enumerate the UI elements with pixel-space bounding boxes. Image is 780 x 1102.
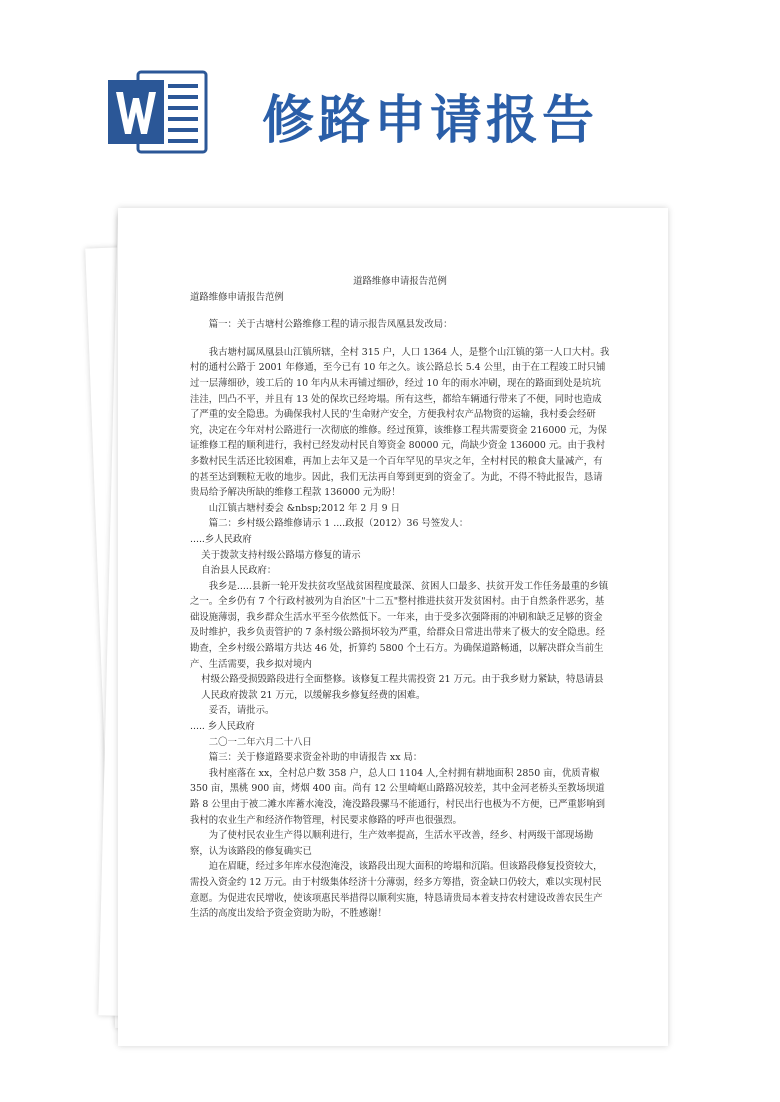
section-3-body-2: 为了使村民农业生产得以顺利进行，生产效率提高，生活水平改善，经乡、村两级干部现场勘察，认为该路段的修复确实已 — [190, 830, 594, 857]
section-2-heading: 篇二：乡村级公路维修请示 1 ....政报（2012）36 号签发人： — [208, 518, 469, 530]
section-2-request: 妥否，请批示。 — [208, 705, 275, 717]
section-3-heading: 篇三：关于修道路要求资金补助的申请报告 xx 局： — [208, 752, 423, 764]
document-subheading: 道路维修申请报告范例 — [190, 291, 284, 303]
section-2-date: 二〇一二年六月二十八日 — [208, 736, 312, 748]
section-2-issuer: .....乡人民政府 — [190, 533, 252, 545]
section-1-heading: 篇一：关于古塘村公路维修工程的请示报告凤凰县发改局： — [208, 319, 453, 331]
document-heading: 道路维修申请报告范例 — [353, 276, 447, 287]
section-2-title: 关于拨款支持村级公路塌方修复的请示 — [201, 549, 361, 561]
section-3-body: 我村座落在 xx，全村总户数 358 户，总人口 1104 人,全村拥有耕地面积 2850 亩，优质青椒 350 亩，黑桃 900 亩，烤烟 400 亩。尚有 12 公里崎岖山路路况较差，其中金河老桥头至教场坝道路 8 公里由于被二滩水库蓄水淹没，淹没路段骡马不能通行，村民出行也极为不方便，已严重影响到我村的农业生产和经济作物管理，村民要求修路的呼声也很强烈。 — [190, 767, 606, 826]
section-2-body: 我乡是.....县新一轮开发扶贫攻坚战贫困程度最深、贫困人口最多、扶贫开发工作任务最重的乡镇之一。全乡仍有 7 个行政村被列为自治区"十二五"整村推进扶贫开发贫困村。由于自然条件恶劣，基础设施薄弱，我乡群众生活水平至今依然低下。一年来，由于受多次强降雨的冲刷和缺乏足够的资金及时维护，我乡负责管护的 7 条村级公路损坏较为严重，给群众日常进出带来了极大的安全隐患。经勘查，全乡村级公路塌方共达 46 处，折算约 5800 个土石方。为确保道路畅通，以解决群众当前生产、生活需要，我乡拟对境内 — [190, 580, 609, 670]
section-2-addressee: 自治县人民政府： — [201, 565, 277, 577]
section-2-body-cont: 村级公路受损毁路段进行全面整修。该修复工程共需投资 21 万元。由于我乡财力紧缺，特恳请县人民政府拨款 21 万元，以缓解我乡修复经费的困难。 — [201, 674, 604, 701]
section-1-body: 我古塘村属凤凰县山江镇所辖，全村 315 户，人口 1364 人，是整个山江镇的第一人口大村。我村的通村公路于 2001 年修通，至今已有 10 年之久。该公路总长 5.4 公里，由于在工程竣工时只铺过一层薄细砂，竣工后的 10 年内从未再铺过细砂，经过 10 年的雨水冲刷，现在的路面到处是坑坑洼洼，凹凸不平，并且有 13 处的保坎已经垮塌。所有这些，都给车辆通行带来了不便，同时也造成了严重的安全隐患。为确保我村人民的'生命财产安全，方便我村农产品物资的运输，我村委会经研究，决定在今年对村公路进行一次彻底的维修。经过预算，该维修工程共需要资金 216000 元，为保证维修工程的顺利进行，我村已经发动村民自筹资金 80000 元，尚缺少资金 136000 元。由于我村多数村民生活还比较困难，再加上去年又是一个百年罕见的旱灾之年，全村村民的粮食大量减产，有的甚至达到颗粒无收的地步。因此，我们无法再自筹到更到的资金了。为此，不得不特此报告，恳请贵局给予解决所缺的维修工程款 136000 元为盼！ — [190, 346, 610, 499]
document-body — [190, 274, 610, 922]
section-1-signature: 山江镇古塘村委会 &nbsp;2012 年 2 月 9 日 — [208, 502, 400, 514]
page-title: 修路申请报告 — [262, 91, 599, 151]
section-3-body-3: 迫在眉睫，经过多年库水侵泡淹没，该路段出现大面积的垮塌和沉陷。但该路段修复投资较大，需投入资金约 12 万元。由于村级集体经济十分薄弱，经多方筹措，资金缺口仍较大，难以实现村民意愿。为促进农民增收，使该项惠民举措得以顺利实施，特恳请贵局本着支持农村建设改善农民生产生活的高度出发给予资金资助为盼，不胜感谢！ — [190, 861, 603, 920]
section-2-signature: ..... 乡人民政府 — [190, 721, 255, 733]
